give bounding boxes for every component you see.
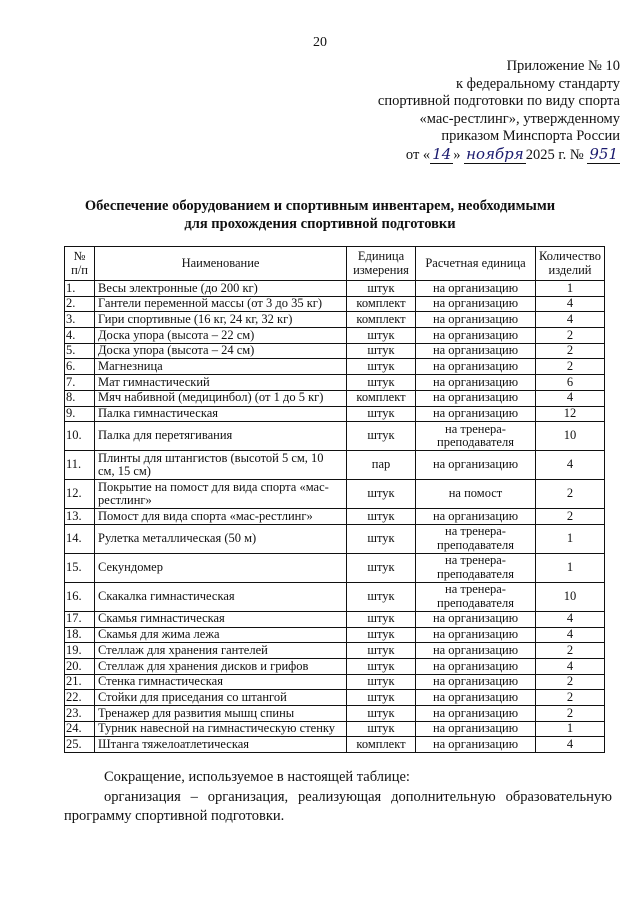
table-row <box>65 281 605 297</box>
row-calc: на организацию <box>416 627 536 643</box>
row-unit: пар <box>347 451 416 480</box>
row-number: 12. <box>65 480 95 509</box>
appendix-line-1: Приложение № 10 <box>506 58 620 74</box>
table-row <box>65 328 605 344</box>
header-calc: Расчетная единица <box>416 247 536 281</box>
row-qty: 1 <box>536 281 605 297</box>
row-name: Гантели переменной массы (от 3 до 35 кг) <box>95 296 347 312</box>
row-calc: на организацию <box>416 390 536 406</box>
row-number: 1. <box>65 281 95 297</box>
row-name: Стойки для приседания со штангой <box>95 690 347 706</box>
row-name: Штанга тяжелоатлетическая <box>95 737 347 753</box>
table-row <box>65 627 605 643</box>
row-number: 6. <box>65 359 95 375</box>
row-calc: на организацию <box>416 706 536 722</box>
appendix-line-5: приказом Минспорта России <box>441 128 620 144</box>
header-name: Наименование <box>95 247 347 281</box>
title-line-2: для прохождения спортивной подготовки <box>184 216 456 232</box>
row-unit: штук <box>347 328 416 344</box>
appendix-date-line <box>330 146 620 165</box>
row-name: Мат гимнастический <box>95 375 347 391</box>
row-number: 7. <box>65 375 95 391</box>
row-name: Плинты для штангистов (высотой 5 см, 10 см, 15 см) <box>95 451 347 480</box>
row-calc: на организацию <box>416 674 536 690</box>
header-num: № п/п <box>65 247 95 281</box>
row-qty: 2 <box>536 480 605 509</box>
row-calc: на организацию <box>416 643 536 659</box>
row-unit: штук <box>347 375 416 391</box>
row-qty: 12 <box>536 406 605 422</box>
row-calc: на организацию <box>416 737 536 753</box>
row-name: Турник навесной на гимнастическую стенку <box>95 721 347 737</box>
row-calc: на организацию <box>416 690 536 706</box>
header-qty: Количество изделий <box>536 247 605 281</box>
row-number: 16. <box>65 582 95 611</box>
row-calc: на тренера-преподавателя <box>416 422 536 451</box>
row-unit: комплект <box>347 312 416 328</box>
row-calc: на организацию <box>416 451 536 480</box>
row-calc: на тренера-преподавателя <box>416 524 536 553</box>
row-calc: на организацию <box>416 312 536 328</box>
appendix-line-4: «мас-рестлинг», утвержденному <box>419 110 620 127</box>
row-unit: штук <box>347 480 416 509</box>
table-row <box>65 390 605 406</box>
table-row <box>65 480 605 509</box>
row-name: Скамья для жима лежа <box>95 627 347 643</box>
row-number: 18. <box>65 627 95 643</box>
row-number: 22. <box>65 690 95 706</box>
row-unit: комплект <box>347 390 416 406</box>
row-number: 2. <box>65 296 95 312</box>
table-row <box>65 451 605 480</box>
row-calc: на помост <box>416 480 536 509</box>
row-unit: комплект <box>347 737 416 753</box>
row-qty: 4 <box>536 658 605 674</box>
row-qty: 2 <box>536 509 605 525</box>
row-unit: штук <box>347 359 416 375</box>
table-body <box>65 281 605 753</box>
date-year: 2025 г. № <box>525 146 588 163</box>
row-name: Скакалка гимнастическая <box>95 582 347 611</box>
row-calc: на организацию <box>416 509 536 525</box>
row-number: 13. <box>65 509 95 525</box>
row-name: Скамья гимнастическая <box>95 611 347 627</box>
row-number: 24. <box>65 721 95 737</box>
row-calc: на организацию <box>416 328 536 344</box>
row-number: 25. <box>65 737 95 753</box>
row-number: 17. <box>65 611 95 627</box>
row-unit: штук <box>347 643 416 659</box>
row-name: Покрытие на помост для вида спорта «мас-рестлинг» <box>95 480 347 509</box>
date-month-handwritten: ноября <box>466 144 524 163</box>
row-number: 10. <box>65 422 95 451</box>
row-calc: на тренера-преподавателя <box>416 553 536 582</box>
row-qty: 1 <box>536 721 605 737</box>
row-unit: штук <box>347 422 416 451</box>
row-name: Гири спортивные (16 кг, 24 кг, 32 кг) <box>95 312 347 328</box>
row-unit: штук <box>347 658 416 674</box>
row-calc: на организацию <box>416 375 536 391</box>
row-qty: 2 <box>536 674 605 690</box>
row-name: Секундомер <box>95 553 347 582</box>
note-block <box>64 768 612 827</box>
row-unit: штук <box>347 582 416 611</box>
row-qty: 4 <box>536 737 605 753</box>
row-unit: штук <box>347 509 416 525</box>
row-unit: штук <box>347 627 416 643</box>
row-qty: 4 <box>536 312 605 328</box>
table-row <box>65 343 605 359</box>
row-calc: на организацию <box>416 281 536 297</box>
row-name: Помост для вида спорта «мас-рестлинг» <box>95 509 347 525</box>
row-name: Стеллаж для хранения гантелей <box>95 643 347 659</box>
row-number: 8. <box>65 390 95 406</box>
row-name: Рулетка металлическая (50 м) <box>95 524 347 553</box>
date-day-handwritten: 14 <box>432 144 452 163</box>
row-number: 11. <box>65 451 95 480</box>
row-unit: штук <box>347 281 416 297</box>
table-row <box>65 674 605 690</box>
row-name: Стеллаж для хранения дисков и грифов <box>95 658 347 674</box>
row-calc: на организацию <box>416 406 536 422</box>
row-number: 3. <box>65 312 95 328</box>
row-calc: на организацию <box>416 611 536 627</box>
table-row <box>65 582 605 611</box>
row-qty: 6 <box>536 375 605 391</box>
row-unit: комплект <box>347 296 416 312</box>
row-qty: 4 <box>536 296 605 312</box>
equipment-table <box>64 246 605 753</box>
row-qty: 4 <box>536 451 605 480</box>
table-row <box>65 524 605 553</box>
table-row <box>65 690 605 706</box>
row-number: 4. <box>65 328 95 344</box>
appendix-line-3: спортивной подготовки по виду спорта <box>377 93 620 109</box>
table-row <box>65 553 605 582</box>
row-calc: на организацию <box>416 721 536 737</box>
row-number: 23. <box>65 706 95 722</box>
row-qty: 4 <box>536 627 605 643</box>
row-number: 5. <box>65 343 95 359</box>
header-unit: Единица измерения <box>347 247 416 281</box>
row-qty: 2 <box>536 643 605 659</box>
row-calc: на тренера-преподавателя <box>416 582 536 611</box>
row-qty: 1 <box>536 553 605 582</box>
row-qty: 10 <box>536 582 605 611</box>
row-name: Магнезница <box>95 359 347 375</box>
table-row <box>65 658 605 674</box>
table-row <box>65 737 605 753</box>
row-qty: 2 <box>536 359 605 375</box>
appendix-line-2: к федеральному стандарту <box>456 75 620 92</box>
table-header-row <box>65 247 605 281</box>
row-qty: 2 <box>536 706 605 722</box>
table-row <box>65 296 605 312</box>
row-qty: 10 <box>536 422 605 451</box>
row-unit: штук <box>347 524 416 553</box>
row-name: Весы электронные (до 200 кг) <box>95 281 347 297</box>
row-name: Палка для перетягивания <box>95 422 347 451</box>
document-title <box>60 197 580 233</box>
order-number-handwritten: 951 <box>589 144 618 163</box>
row-qty: 1 <box>536 524 605 553</box>
row-calc: на организацию <box>416 343 536 359</box>
title-line-1: Обеспечение оборудованием и спортивным инвентарем, необходимыми <box>84 198 556 214</box>
appendix-block <box>330 58 620 164</box>
table-row <box>65 422 605 451</box>
table-row <box>65 706 605 722</box>
row-qty: 2 <box>536 690 605 706</box>
row-qty: 2 <box>536 328 605 344</box>
note-body: организация – организация, реализующая дополнительную образовательную программу спортивной подготовки. <box>64 788 612 824</box>
row-calc: на организацию <box>416 359 536 375</box>
table-row <box>65 643 605 659</box>
row-number: 20. <box>65 658 95 674</box>
row-calc: на организацию <box>416 296 536 312</box>
date-mid: » <box>453 146 465 163</box>
row-number: 21. <box>65 674 95 690</box>
table-row <box>65 721 605 737</box>
row-number: 14. <box>65 524 95 553</box>
row-name: Доска упора (высота – 22 см) <box>95 328 347 344</box>
table-row <box>65 312 605 328</box>
note-heading: Сокращение, используемое в настоящей таблице: <box>104 769 410 785</box>
table-row <box>65 509 605 525</box>
row-unit: штук <box>347 690 416 706</box>
row-number: 9. <box>65 406 95 422</box>
row-unit: штук <box>347 553 416 582</box>
row-unit: штук <box>347 674 416 690</box>
row-unit: штук <box>347 611 416 627</box>
date-prefix: от « <box>405 146 431 163</box>
row-unit: штук <box>347 343 416 359</box>
row-name: Стенка гимнастическая <box>95 674 347 690</box>
row-qty: 4 <box>536 611 605 627</box>
row-name: Палка гимнастическая <box>95 406 347 422</box>
row-qty: 4 <box>536 390 605 406</box>
page-number: 20 <box>313 35 327 50</box>
row-number: 19. <box>65 643 95 659</box>
table-row <box>65 406 605 422</box>
row-unit: штук <box>347 406 416 422</box>
row-calc: на организацию <box>416 658 536 674</box>
row-unit: штук <box>347 706 416 722</box>
table-row <box>65 375 605 391</box>
row-qty: 2 <box>536 343 605 359</box>
table-row <box>65 611 605 627</box>
row-name: Доска упора (высота – 24 см) <box>95 343 347 359</box>
row-name: Мяч набивной (медицинбол) (от 1 до 5 кг) <box>95 390 347 406</box>
table-row <box>65 359 605 375</box>
row-number: 15. <box>65 553 95 582</box>
row-name: Тренажер для развития мышц спины <box>95 706 347 722</box>
row-unit: штук <box>347 721 416 737</box>
